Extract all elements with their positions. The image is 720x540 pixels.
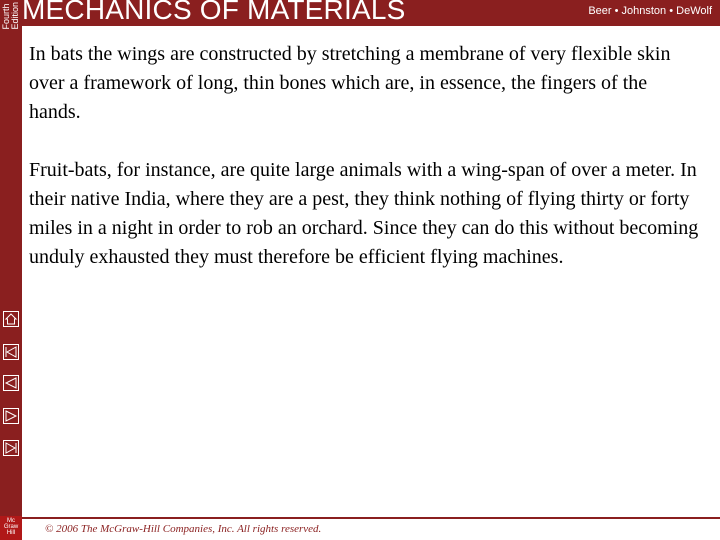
previous-slide-icon[interactable]	[3, 375, 19, 391]
publisher-logo: Mc Graw Hill	[0, 516, 22, 540]
edition-label	[0, 0, 22, 44]
paragraph-bats-wings: In bats the wings are constructed by stretching a membrane of very flexible skin over a framework of long, thin bones which are, in essence, the fingers of the hands.	[29, 43, 671, 123]
edition-line-2: Edition	[10, 2, 20, 30]
home-icon[interactable]	[3, 311, 19, 327]
header-bar	[0, 0, 720, 26]
next-slide-icon[interactable]	[3, 408, 19, 424]
authors: Beer • Johnston • DeWolf	[588, 5, 712, 17]
first-slide-icon[interactable]	[3, 344, 19, 360]
slide-body	[29, 40, 699, 301]
sidebar	[0, 0, 22, 540]
book-title: MECHANICS OF MATERIALS	[22, 0, 406, 25]
copyright-notice: © 2006 The McGraw-Hill Companies, Inc. All rights reserved.	[45, 523, 322, 535]
last-slide-icon[interactable]	[3, 440, 19, 456]
edition-line-1: Fourth	[1, 3, 11, 30]
paragraph-fruit-bats: Fruit-bats, for instance, are quite large animals with a wing-span of over a meter. In their native India, where they are a pest, they think nothing of flying thirty or forty miles in a night in order to rob an orchard. Since they can do this without becoming unduly exhausted they must therefore be efficient flying machines.	[29, 159, 699, 268]
